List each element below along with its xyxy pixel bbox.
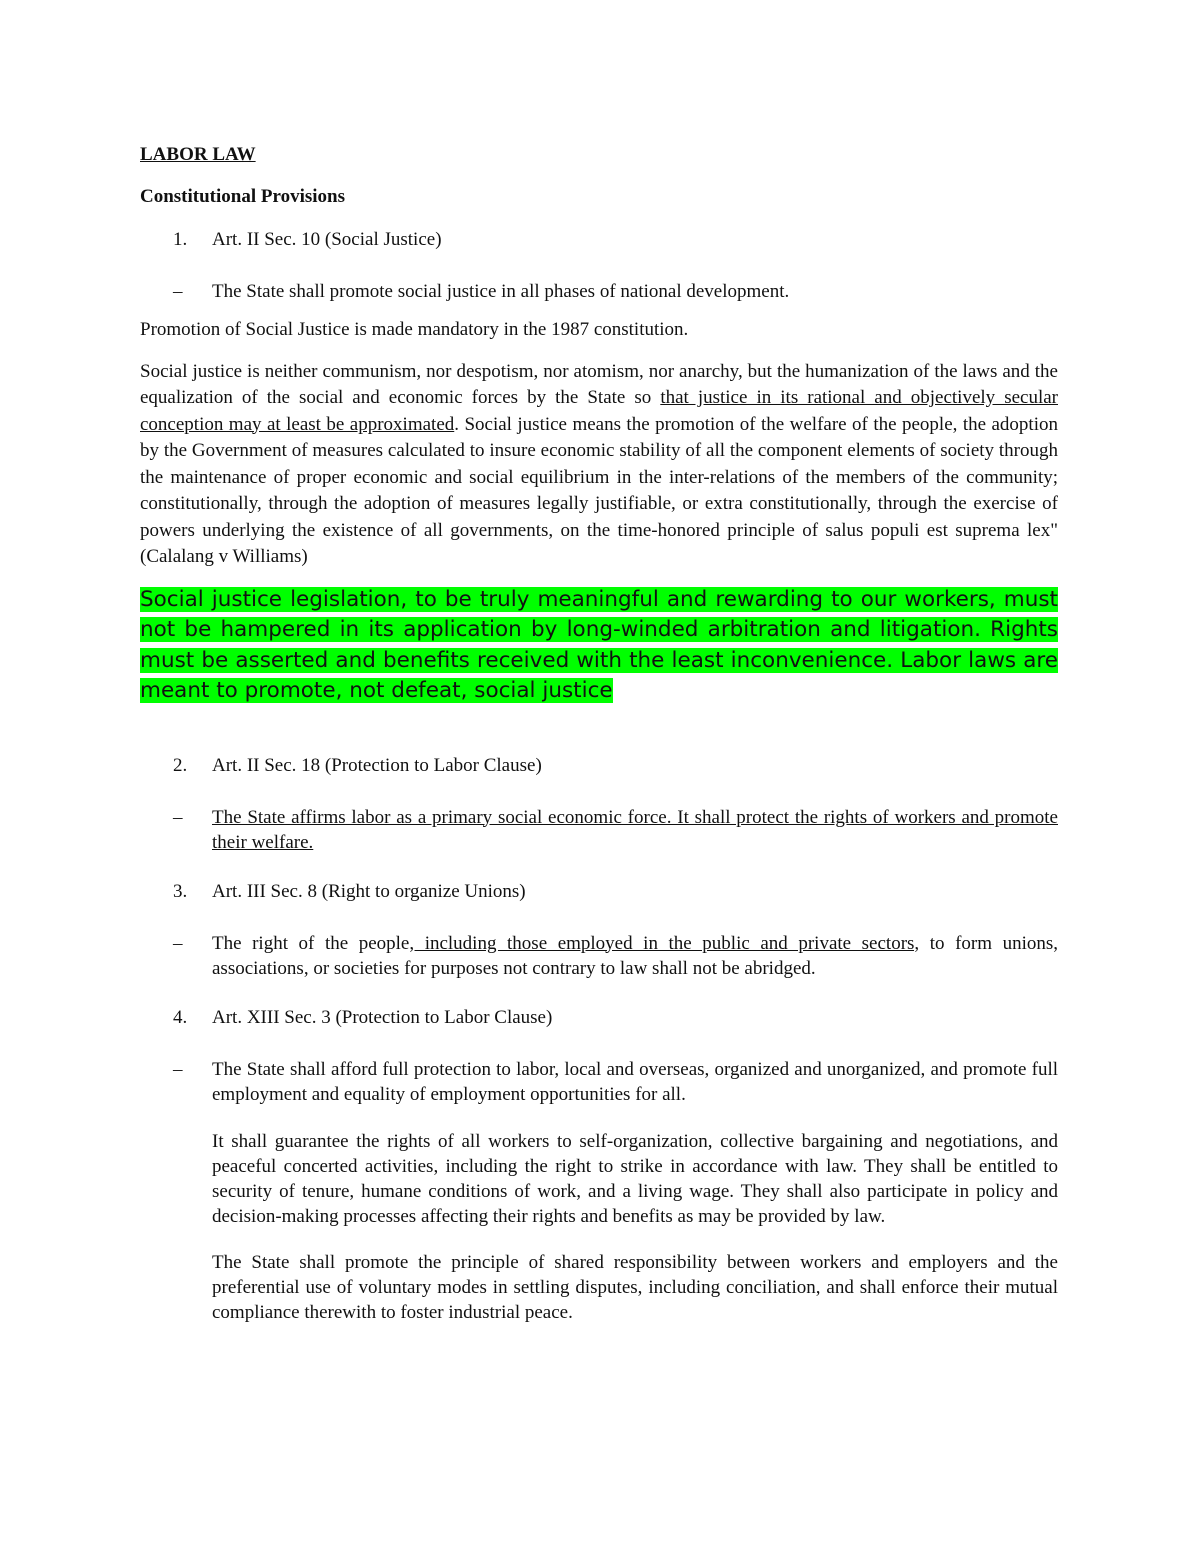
social-justice-text-1: Social justice is neither communism, nor despotism, nor atomism, nor anarchy, but the humanization of the laws and the equalization of the social and economic forces by the State so xyxy=(140,360,1058,408)
list-item-heading: Art. III Sec. 8 (Right to organize Unions) xyxy=(212,880,526,902)
list-item-3 xyxy=(140,879,1058,904)
dash-item-text: The State shall afford full protection to labor, local and overseas, organized and unorganized, and promote full employment and equality of employment opportunities for all. xyxy=(212,1058,1058,1105)
doc-title: LABOR LAW xyxy=(140,144,256,165)
list-number: 2. xyxy=(173,754,188,776)
dash-item-text-2: to form unions, associations, or societies for purposes not contrary to law shall not be abridged. xyxy=(212,932,1058,979)
list-item-heading: Art. II Sec. 10 (Social Justice) xyxy=(212,229,442,250)
list-item-2 xyxy=(140,753,1058,778)
list-item-4 xyxy=(140,1005,1058,1030)
list-item-heading: Art. XIII Sec. 3 (Protection to Labor Clause) xyxy=(212,1006,553,1028)
list-item-heading: Art. II Sec. 18 (Protection to Labor Clause) xyxy=(212,754,542,776)
dash-item-4 xyxy=(140,1057,1058,1107)
list-number: 1. xyxy=(173,229,188,250)
dash-bullet: – xyxy=(173,281,183,302)
dash-item-text-underlined: The State affirms labor as a primary social economic force. It shall protect the rights of workers and promote their welfare. xyxy=(212,806,1058,853)
social-justice-paragraph xyxy=(140,359,1058,571)
list-number: 4. xyxy=(173,1006,188,1028)
promotion-paragraph: Promotion of Social Justice is made mandatory in the 1987 constitution. xyxy=(140,319,689,340)
dash-item-text-1: The right of the people xyxy=(212,932,410,954)
dash-bullet: – xyxy=(173,1058,183,1080)
list-number: 3. xyxy=(173,880,188,902)
indented-paragraph: It shall guarantee the rights of all workers to self-organization, collective bargaining and negotiations, and peaceful concerted activities, including the right to strike in accordance with law. They shall be entitled to security of tenure, humane conditions of work, and a living wage. They shall also participate in policy and decision-making processes affecting their rights and benefits as may be provided by law. xyxy=(212,1130,1058,1227)
social-justice-text-2: . Social justice means the promotion of the welfare of the people, the adoption by the Government of measures calculated to insure economic stability of all the component elements of society through the maintenance of proper economic and social equilibrium in the inter-relations of the members of the community; constitutionally, through the adoption of measures legally justifiable, or extra constitutionally, through the exercise of powers underlying the existence of all governments, on the time-honored principle of salus populi est suprema lex" (Calalang v Williams) xyxy=(140,413,1058,567)
dash-item-3 xyxy=(140,931,1058,981)
dash-item-1 xyxy=(140,279,1058,304)
highlighted-quote xyxy=(140,585,1058,707)
indented-paragraph: The State shall promote the principle of shared responsibility between workers and employers and the preferential use of voluntary modes in settling disputes, including conciliation, and shall enforce their mutual compliance therewith to foster industrial peace. xyxy=(212,1251,1058,1323)
doc-subtitle: Constitutional Provisions xyxy=(140,186,345,207)
dash-item-2 xyxy=(140,805,1058,855)
dash-item-text: The State shall promote social justice in all phases of national development. xyxy=(212,281,790,302)
dash-item-text-underlined: , including those employed in the public and private sectors, xyxy=(409,932,920,954)
social-justice-underlined: that justice in its rational and objectively secular conception may at least be approximated xyxy=(140,387,1058,435)
dash-bullet: – xyxy=(173,932,183,954)
document-body xyxy=(140,142,1058,1325)
highlighted-text: Social justice legislation, to be truly meaningful and rewarding to our workers, must not be hampered in its application by long-winded arbitration and litigation. Rights must be asserted and benefits received with the least inconvenience. Labor laws are meant to promote, not defeat, social justice xyxy=(140,586,1058,703)
list-item-1 xyxy=(140,227,1058,252)
dash-bullet: – xyxy=(173,806,183,828)
